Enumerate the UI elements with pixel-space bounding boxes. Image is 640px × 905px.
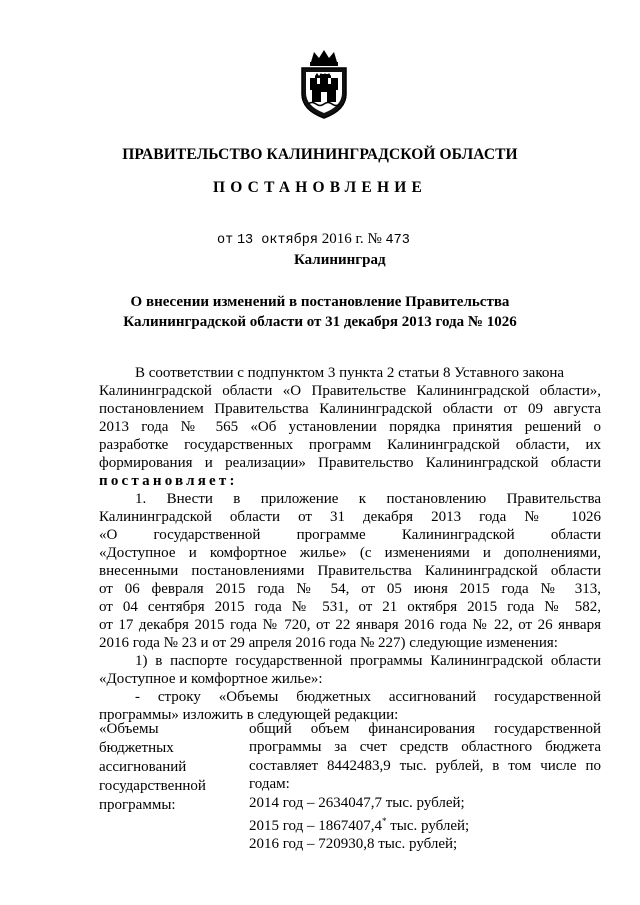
- date-line: [217, 231, 410, 248]
- date-prefix: от: [217, 233, 234, 248]
- number-sign: №: [367, 231, 382, 247]
- table-left-line: ассигнований: [99, 759, 187, 775]
- item-line: 1. Внести в приложение к постановлению Правительства: [135, 491, 601, 507]
- item-line: программы» изложить в следующей редакции:: [99, 707, 399, 723]
- table-right-line-2015: [249, 812, 601, 835]
- table-right-cell: [249, 720, 601, 854]
- body-line: Калининградской области «О Правительстве Калининградской области»,: [99, 383, 601, 399]
- government-title: ПРАВИТЕЛЬСТВО КАЛИНИНГРАДСКОЙ ОБЛАСТИ: [122, 146, 518, 163]
- document-type-title: ПОСТАНОВЛЕНИЕ: [212, 179, 428, 196]
- coat-of-arms-emblem: [298, 48, 350, 120]
- item-line: «Доступное и комфортное жилье»:: [99, 671, 323, 687]
- date-value: 13 октября: [236, 233, 318, 248]
- table-right-line: 2016 год – 720930,8 тыс. рублей;: [249, 836, 458, 853]
- city-name: Калининград: [294, 252, 386, 268]
- table-right-line: программы за счет средств областного бюджета: [249, 739, 601, 756]
- year-2015-text: 2015 год – 1867407,4: [249, 818, 382, 835]
- body-line: 2013 года № 565 «Об установлении порядка принятия решений о: [99, 419, 601, 435]
- table-left-cell: [99, 720, 244, 815]
- item-line: Калининградской области от 31 декабря 2013 года № 1026: [99, 509, 601, 525]
- decree-word: постановляет:: [99, 473, 238, 489]
- number-value: 473: [385, 233, 410, 248]
- item-line: внесенными постановлениями Правительства Калининградской области: [99, 563, 601, 579]
- table-right-line: общий объем финансирования государственной: [249, 721, 601, 737]
- table-left-line: государственной: [99, 778, 206, 794]
- table-right-line: составляет 8442483,9 тыс. рублей, в том числе по: [249, 757, 601, 774]
- body-line: формирования и реализации» Правительство Калининградской области: [99, 455, 601, 471]
- year-2015-suffix: тыс. рублей;: [386, 818, 470, 835]
- item-line: 1) в паспорте государственной программы Калининградской области: [135, 653, 601, 669]
- item-line: «Доступное и комфортное жилье» (с изменениями и дополнениями,: [99, 545, 601, 561]
- body-line: разработке государственных программ Калининградской области, их: [99, 437, 601, 453]
- subject-line-2: Калининградской области от 31 декабря 2013 года № 1026: [123, 314, 517, 330]
- footnote-mark: *: [381, 816, 387, 827]
- item-line: «О государственной программе Калининградской области: [99, 527, 601, 543]
- item-line: от 17 декабря 2015 года № 720, от 22 января 2016 года № 22, от 26 января: [99, 617, 601, 633]
- body-line: постановлением Правительства Калининградской области от 09 августа: [99, 401, 601, 417]
- table-left-line: «Объемы: [99, 721, 159, 737]
- table-left-line: программы:: [99, 797, 176, 813]
- table-right-line: 2014 год – 2634047,7 тыс. рублей;: [249, 794, 465, 811]
- item-line: от 06 февраля 2015 года № 54, от 05 июня 2015 года № 313,: [99, 581, 601, 597]
- date-year: 2016 г.: [321, 231, 364, 247]
- table-right-line: годам:: [249, 776, 290, 793]
- subject-line-1: О внесении изменений в постановление Правительства: [130, 294, 510, 310]
- item-line: от 04 сентября 2015 года № 531, от 21 октября 2015 года № 582,: [99, 599, 601, 615]
- body-line: В соответствии с подпунктом 3 пункта 2 статьи 8 Уставного закона: [135, 365, 565, 381]
- table-left-line: бюджетных: [99, 740, 174, 756]
- item-line: 2016 года № 23 и от 29 апреля 2016 года № 227) следующие изменения:: [99, 635, 558, 651]
- item-line: - строку «Объемы бюджетных ассигнований государственной: [135, 689, 601, 705]
